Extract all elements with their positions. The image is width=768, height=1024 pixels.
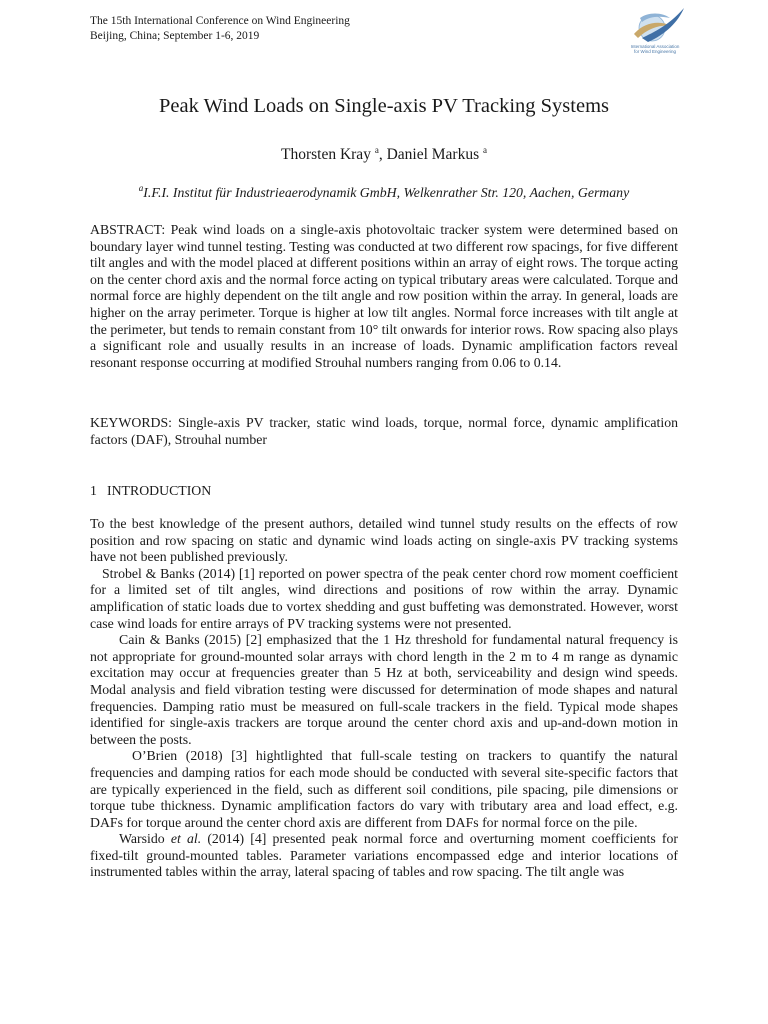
conference-location-date: Beijing, China; September 1-6, 2019 xyxy=(90,30,260,42)
paragraph: To the best knowledge of the present authors, detailed wind tunnel study results on the effects of row position and row spacing on static and dynamic wind loads acting on single-axis PV tracking systems have not been published previously. xyxy=(90,516,678,565)
author-separator: , xyxy=(378,146,387,163)
section-title: INTRODUCTION xyxy=(107,483,212,498)
et-al: et al. xyxy=(170,831,202,847)
introduction-body xyxy=(90,516,678,881)
author-line xyxy=(0,145,768,165)
keywords: KEYWORDS: Single-axis PV tracker, static wind loads, torque, normal force, dynamic amplification factors (DAF), Strouhal number xyxy=(90,415,678,447)
paragraph-text: (2014) [4] presented peak normal force and overturning moment coefficients for fixed-tilt ground-mounted tables. Parameter variations encompassed edge and interior locations of instrumented tables within the array, lateral spacing of tables and row spacing. The tilt angle was xyxy=(90,831,678,880)
author-name: Daniel Markus xyxy=(386,146,480,163)
abstract: ABSTRACT: Peak wind loads on a single-axis photovoltaic tracker system were determined based on boundary layer wind tunnel testing. Testing was conducted at two different row spacings, for five different tilt angles and with the model placed at different positions within an array of eight rows. The torque acting on the center chord axis and the normal force acting on typical tributary areas were calculated. Torque and normal force are highly dependent on the tilt angle and row position within the array. In general, loads are higher on the array perimeter. Torque is higher at low tilt angles. Normal force increases with tilt angle at the perimeter, but tends to remain constant from 10° tilt onwards for interior rows. Row spacing also plays a significant role and usually results in an increase of loads. Dynamic amplification factors reveal resonant response occurring at modified Strouhal numbers ranging from 0.06 to 0.14. xyxy=(90,222,678,370)
affiliation-text: I.F.I. Institut für Industrieaerodynamik GmbH, Welkenrather Str. 120, Aachen, Germany xyxy=(143,185,630,200)
logo-caption-line2: for Wind Engineering xyxy=(633,49,677,54)
affiliation-line xyxy=(0,184,768,202)
paragraph xyxy=(90,831,678,881)
author-name: Thorsten Kray xyxy=(280,146,371,163)
logo-caption xyxy=(612,44,698,54)
paper-title: Peak Wind Loads on Single-axis PV Tracking Systems xyxy=(159,95,609,117)
conference-header xyxy=(90,14,350,44)
section-number: 1 xyxy=(90,483,97,498)
author-affiliation-mark: a xyxy=(374,145,379,155)
author-affiliation-mark: a xyxy=(483,145,487,155)
paragraph: Strobel & Banks (2014) [1] reported on power spectra of the peak center chord row moment coefficient for a limited set of tilt angles, wind directions and positions of row within the array. Dynamic amplification of static loads due to vortex shedding and gust buffeting was demonstrated. However, worst case wind loads for entire arrays of PV tracking systems were not presented. xyxy=(90,565,678,631)
cited-author: Warsido xyxy=(119,831,165,847)
conference-name: The 15th International Conference on Wind Engineering xyxy=(90,15,350,27)
logo-caption-line1: International Association xyxy=(630,44,680,49)
paragraph: O’Brien (2018) [3] hightlighted that full-scale testing on trackers to quantify the natural frequencies and damping ratios for each mode should be conducted with several site-specific factors that are typically experienced in the field, such as different soil conditions, pile spacing, pile dimensions or torque tube thickness. Dynamic amplification factors do vary with tributary area and load effect, e.g. DAFs for torque around the center chord axis are different from DAFs for normal force on the pile. xyxy=(90,748,678,830)
section-heading xyxy=(90,482,211,499)
affiliation-mark: a xyxy=(138,183,144,193)
paragraph: Cain & Banks (2015) [2] emphasized that the 1 Hz threshold for fundamental natural frequency is not appropriate for ground-mounted solar arrays with chord length in the 2 m to 4 m range as dynamic excitation may occur at frequencies greater than 5 Hz at both, serviceability and design wind speeds. Modal analysis and field vibration testing were discussed for determination of mode shapes and natural frequencies. Damping ratio must be measured on full-scale trackers in the field. Typical mode shapes identified for single-axis trackers are torque around the center chord axis and up-and-down motion in between the posts. xyxy=(90,632,678,747)
